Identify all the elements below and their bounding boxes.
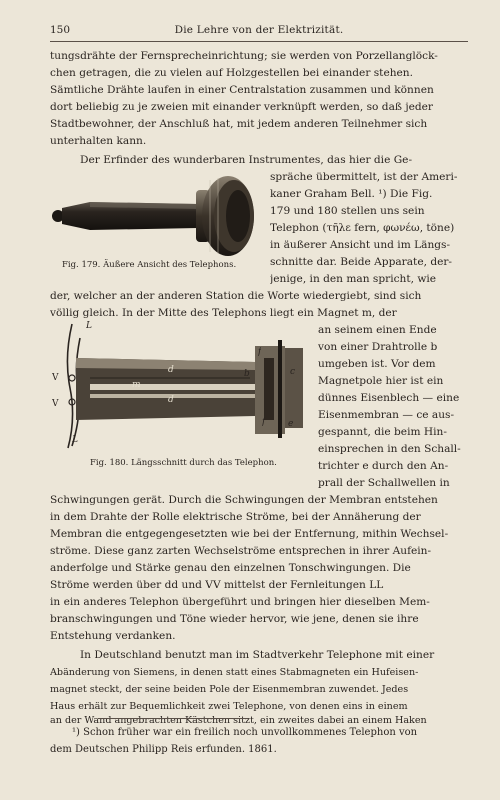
label-V-top: V [52, 373, 59, 383]
text-line: dort beliebig zu je zweien mit einander verknüpft werden, so daß jeder [50, 101, 433, 113]
header-rule [50, 41, 468, 42]
text-line: prall der Schallwellen in [318, 477, 450, 489]
running-title: Die Lehre von der Elektrizität. [174, 24, 344, 36]
text-line: 179 und 180 stellen uns sein [270, 205, 425, 217]
text-line: Stadtbewohner, der Anschluß hat, mit jedem anderen Teilnehmer sich [50, 118, 428, 130]
text-line: in dem Drahte der Rolle elektrische Ströme, bei der Annäherung der [50, 511, 421, 523]
label-d-bottom: d [168, 395, 174, 405]
label-e: e [288, 419, 294, 429]
text-line: Eisenmembran — ce aus- [318, 409, 455, 421]
text-line: Entstehung verdanken. [50, 630, 176, 642]
figure-179-caption: Fig. 179. Äußere Ansicht des Telephons. [62, 260, 237, 270]
text-line: spräche übermittelt, ist der Ameri- [270, 171, 458, 183]
text-line: chen getragen, die zu vielen auf Holzgestellen bei einander stehen. [50, 67, 413, 79]
label-f-top: f [258, 347, 262, 357]
text-line: in ein anderes Telephon übergeführt und bringen hier dieselben Mem- [50, 596, 430, 608]
text-line: magnet steckt, der seine beiden Pole der Eisenmembran zuwendet. Jedes [50, 684, 409, 695]
text-line: umgeben ist. Vor dem [318, 358, 436, 370]
footnote-line: dem Deutschen Philipp Reis erfunden. 1861. [50, 744, 277, 755]
label-V-bottom: V [52, 399, 59, 409]
text-line: Membran die entgegengesetzten wie bei der Entfernung, mithin Wechsel- [50, 528, 449, 540]
text-line: Der Erfinder des wunderbaren Instrumentes, das hier die Ge- [80, 154, 413, 166]
text-line: kaner Graham Bell. ¹) Die Fig. [270, 188, 433, 200]
text-line: Ströme werden über dd und VV mittelst der Fernleitungen LL [50, 579, 384, 591]
text-line: Telephon (τῆλε fern, φωνέω, töne) [270, 222, 455, 234]
text-line: an der Wand angebrachten Kästchen sitzt, ein zweites dabei an einem Haken [50, 715, 427, 726]
text-line: trichter e durch den An- [318, 460, 449, 472]
text-line: ströme. Diese ganz zarten Wechselströme entsprechen in ihrer Aufein- [50, 545, 432, 557]
figure-180-telephone-section [50, 318, 308, 456]
text-line: völlig gleich. In der Mitte des Telephons liegt ein Magnet m, der [50, 307, 397, 319]
text-line: Abänderung von Siemens, in denen statt eines Stabmagneten ein Hufeisen- [50, 667, 419, 678]
text-line: unterhalten kann. [50, 135, 147, 147]
text-line: gespannt, die beim Hin- [318, 426, 447, 438]
footnote-line: ¹) Schon früher war ein freilich noch unvollkommenes Telephon von [72, 727, 418, 738]
text-line: branschwingungen und Töne wieder hervor, wie jene, denen sie ihre [50, 613, 419, 625]
text-line: Magnetpole hier ist ein [318, 375, 444, 387]
footnote-rule [98, 718, 248, 719]
figure-180-caption: Fig. 180. Längsschnitt durch das Telephon. [90, 458, 277, 468]
text-line: der, welcher an der anderen Station die Worte wiedergiebt, sind sich [50, 290, 422, 302]
text-line: an seinem einen Ende [318, 324, 437, 336]
page-header [50, 24, 468, 38]
text-line: anderfolge und Stärke genau den einzelnen Tonschwingungen. Die [50, 562, 411, 574]
text-line: Sämtliche Drähte laufen in einer Centralstation zusammen und können [50, 84, 434, 96]
figure-179-telephone-exterior [50, 172, 260, 260]
label-d-top: d [168, 365, 174, 375]
text-line: In Deutschland benutzt man im Stadtverkehr Telephone mit einer [80, 649, 435, 661]
text-line: Haus erhält zur Bequemlichkeit zwei Telephone, von denen eins in einem [50, 701, 408, 712]
label-L-top: L [86, 321, 92, 331]
text-line: jenige, in den man spricht, wie [270, 273, 437, 285]
label-b: b [244, 369, 250, 379]
label-m: m [132, 380, 141, 390]
page-number: 150 [50, 24, 71, 36]
text-line: schnitte dar. Beide Apparate, der- [270, 256, 453, 268]
label-f-bottom: f [262, 417, 266, 427]
text-line: in äußerer Ansicht und im Längs- [270, 239, 451, 251]
label-L-bottom: L [72, 435, 78, 445]
label-c: c [290, 367, 296, 377]
text-line: dünnes Eisenblech — eine [318, 392, 460, 404]
text-line: einsprechen in den Schall- [318, 443, 461, 455]
text-line: Schwingungen gerät. Durch die Schwingungen der Membran entstehen [50, 494, 438, 506]
text-line: von einer Drahtrolle b [318, 341, 438, 353]
text-line: tungsdrähte der Fernsprecheinrichtung; sie werden von Porzellanglöck- [50, 50, 438, 62]
